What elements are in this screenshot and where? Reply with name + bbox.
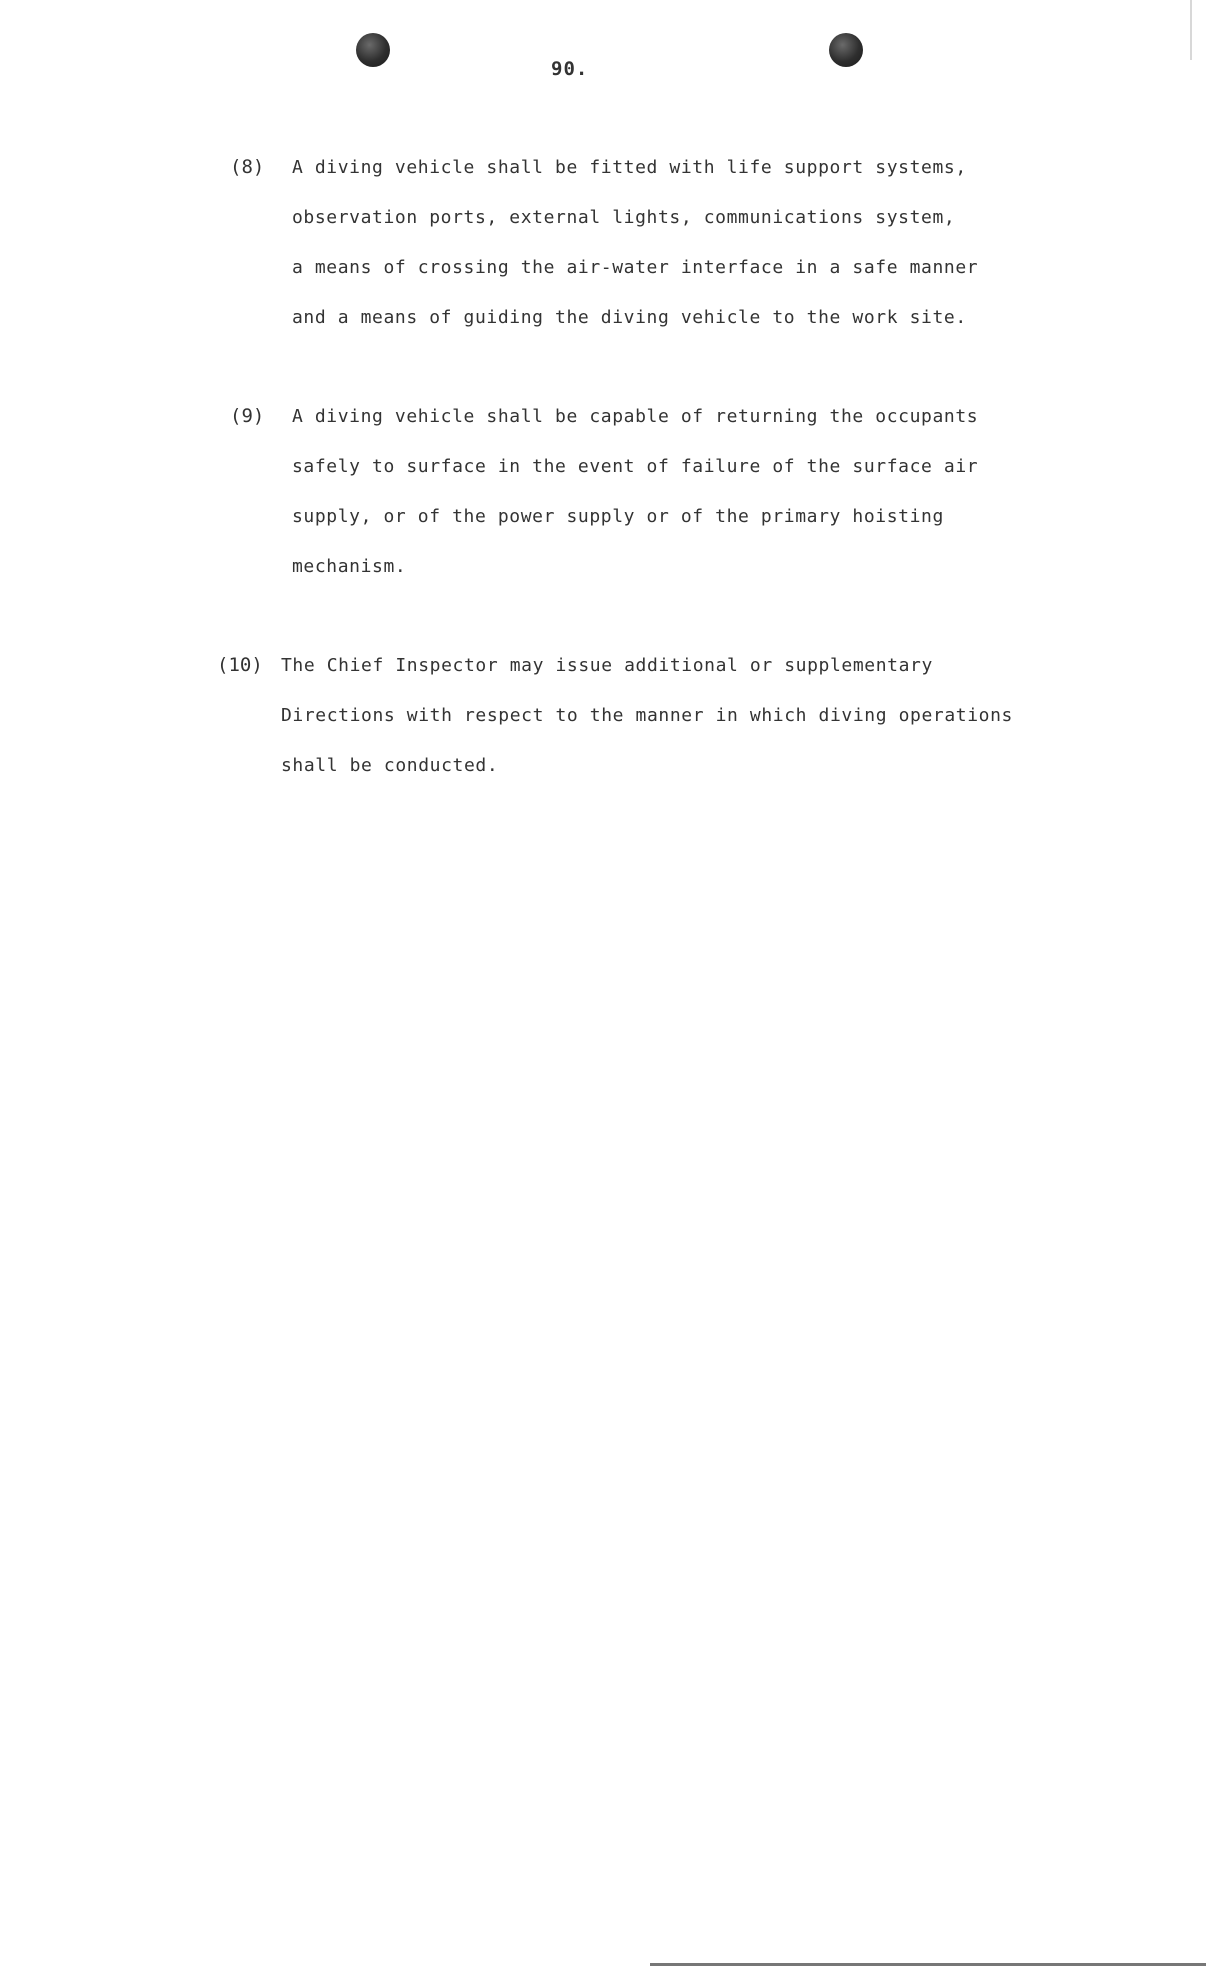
paragraph-line: and a means of guiding the diving vehicle to the work site. <box>292 307 967 328</box>
page-number: 90. <box>551 58 589 80</box>
paragraph-number: (9) <box>230 405 265 427</box>
paragraph-line: The Chief Inspector may issue additional or supplementary <box>281 655 933 676</box>
page-edge-right <box>1190 0 1192 60</box>
paragraph-line: mechanism. <box>292 556 407 577</box>
paragraph-line: observation ports, external lights, communications system, <box>292 207 956 228</box>
paragraph-number: (10) <box>217 654 263 676</box>
paragraph-line: safely to surface in the event of failure of the surface air <box>292 456 979 477</box>
paragraph-line: supply, or of the power supply or of the primary hoisting <box>292 506 944 527</box>
paragraph-number: (8) <box>230 156 265 178</box>
paragraph-line: A diving vehicle shall be capable of returning the occupants <box>292 406 979 427</box>
punch-hole-right <box>829 33 863 67</box>
paragraph-line: a means of crossing the air-water interface in a safe manner <box>292 257 979 278</box>
punch-hole-left <box>356 33 390 67</box>
paragraph-line: Directions with respect to the manner in which diving operations <box>281 705 1013 726</box>
paragraph-line: A diving vehicle shall be fitted with life support systems, <box>292 157 967 178</box>
paragraph-line: shall be conducted. <box>281 755 499 776</box>
